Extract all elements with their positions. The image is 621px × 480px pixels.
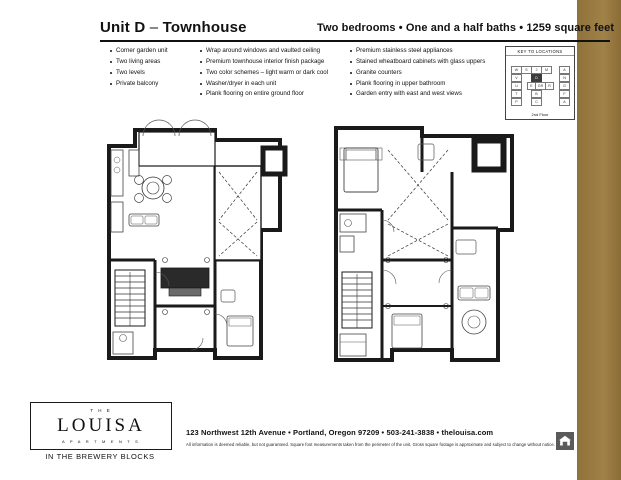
footer <box>0 394 577 480</box>
unit-type-text: Townhouse <box>162 19 247 36</box>
list-item: Plank flooring on entire ground floor <box>201 89 343 100</box>
logo-subtitle: IN THE BREWERY BLOCKS <box>45 452 155 461</box>
list-item: Washer/dryer in each unit <box>201 79 343 90</box>
floorplan-upper-svg <box>322 110 522 380</box>
key-box-cell: F <box>559 90 570 98</box>
key-box-cell: GR <box>535 82 546 90</box>
feature-column-1 <box>103 46 193 100</box>
unit-title-text: Unit D <box>100 19 146 36</box>
key-box-cell: B <box>531 90 542 98</box>
equal-housing-opportunity-icon <box>556 432 574 450</box>
key-box-cell: U <box>511 82 522 90</box>
feature-column-2 <box>193 46 343 100</box>
key-box-title: KEY TO LOCATIONS <box>506 47 574 56</box>
list-item: Private balcony <box>111 79 193 90</box>
list-item: Garden entry with east and west views <box>351 89 503 100</box>
key-to-locations <box>505 46 575 120</box>
key-box-cell: E <box>527 82 536 90</box>
key-box-cell: T <box>511 90 522 98</box>
key-box-cell: P <box>511 98 522 106</box>
list-item: Two color schemes – light warm or dark cool <box>201 68 343 79</box>
list-item: Corner garden unit <box>111 46 193 57</box>
contact-address: 123 Northwest 12th Avenue • Portland, Oregon 97209 • 503-241-3838 • thelouisa.com <box>186 428 494 437</box>
logo-the-text: T H E <box>90 408 112 413</box>
logo-name-text: LOUISA <box>57 415 145 436</box>
key-box-cell: W <box>511 66 522 74</box>
key-box-cell: V <box>511 74 522 82</box>
key-box-cell: G <box>559 82 570 90</box>
key-box-cell: N <box>559 74 570 82</box>
list-item: Two living areas <box>111 57 193 68</box>
header <box>100 19 615 37</box>
key-box-cell: A <box>559 66 570 74</box>
list-item: Premium stainless steel appliances <box>351 46 503 57</box>
key-box-cell: C <box>531 98 542 106</box>
logo-box <box>30 402 172 450</box>
key-box-cell: R <box>545 82 554 90</box>
list-item: Plank flooring in upper bathroom <box>351 79 503 90</box>
disclaimer-text: All information is deemed reliable, but not guaranteed. Square foot measurements taken from the perimeter of the unit. Gross square footage is approximate and subject to change without notice. <box>186 442 555 447</box>
key-box-cell: J <box>531 66 542 74</box>
header-rule-2 <box>100 41 610 42</box>
list-item: Granite counters <box>351 68 503 79</box>
floorplan-upper-level <box>322 110 522 380</box>
key-box-cell: D <box>531 74 542 82</box>
key-box-cell: M <box>541 66 552 74</box>
feature-column-3 <box>343 46 503 100</box>
floorplan-lower-level <box>95 110 305 380</box>
key-box-cell: A <box>559 98 570 106</box>
key-box-floor-label: 2nd Floor <box>531 112 549 117</box>
list-item: Wrap around windows and vaulted ceiling <box>201 46 343 57</box>
list-item: Stained wheatboard cabinets with glass uppers <box>351 57 503 68</box>
key-box-grid <box>509 58 571 110</box>
list-item: Two levels <box>111 68 193 79</box>
unit-title-dash: – <box>145 19 163 36</box>
list-item: Premium townhouse interior finish package <box>201 57 343 68</box>
unit-specs: Two bedrooms • One and a half baths • 1259 square feet <box>317 22 615 34</box>
floorplan-lower-svg <box>95 110 305 380</box>
key-box-cell: S <box>521 66 532 74</box>
logo-apartments-text: A P A R T M E N T S <box>61 439 141 444</box>
